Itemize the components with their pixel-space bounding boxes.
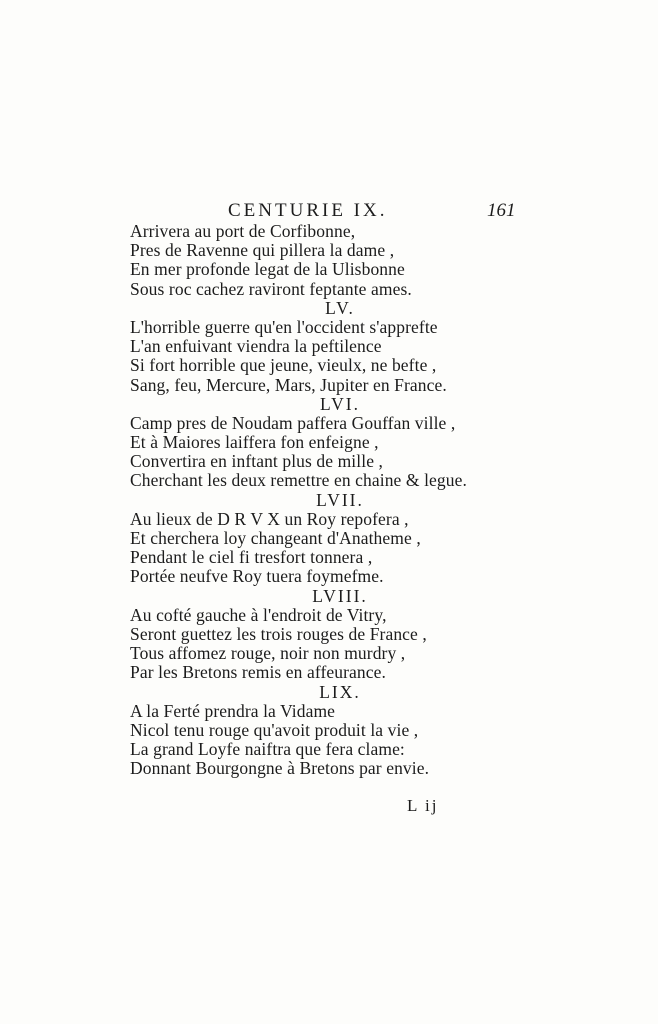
verse-line: Par les Bretons remis en affeurance. <box>130 662 386 683</box>
verse-line: La grand Loyfe naiftra que fera clame: <box>130 739 405 760</box>
verse-line: L'an enfuivant viendra la peftilence <box>130 336 382 357</box>
quatrain <box>130 395 510 491</box>
quatrain-number: LVII. <box>316 489 364 510</box>
quatrain-number: LIX. <box>319 681 361 702</box>
verse-line: Si fort horrible que jeune, vieulx, ne befte , <box>130 355 437 376</box>
verse-line: Portée neufve Roy tuera foymefme. <box>130 566 384 587</box>
verse-line: Pendant le ciel fi tresfort tonnera , <box>130 547 373 568</box>
running-head: CENTURIE IX. <box>228 200 388 221</box>
verse-line: Seront guettez les trois rouges de France , <box>130 623 427 644</box>
verse-line: Sang, feu, Mercure, Mars, Jupiter en France. <box>130 374 447 395</box>
verse-line: A la Ferté prendra la Vidame <box>130 700 336 721</box>
verse-line: En mer profonde legat de la Ulisbonne <box>130 259 405 280</box>
verse-line: Et cherchera loy changeant d'Anatheme , <box>130 528 421 548</box>
verse-line: Au cofté gauche à l'endroit de Vitry, <box>130 604 387 625</box>
verse-line: Cherchant les deux remettre en chaine & legue. <box>130 470 467 491</box>
verse-line: Camp pres de Noudam paffera Gouffan ville , <box>130 412 456 433</box>
verse-line: Au lieux de D R V X un Roy repofera , <box>130 508 409 529</box>
verse-text-block <box>130 222 510 778</box>
quatrain <box>130 683 510 779</box>
quatrain-number: LVI. <box>320 393 360 414</box>
quatrain-number: LV. <box>325 297 355 318</box>
quatrain-number: LVIII. <box>312 585 368 606</box>
quatrain <box>130 222 510 299</box>
verse-line: Pres de Ravenne qui pillera la dame , <box>130 240 395 261</box>
verse-line: Convertira en inftant plus de mille , <box>130 451 384 472</box>
page-number: 161 <box>487 200 516 221</box>
verse-line: Sous roc cachez raviront feptante ames. <box>130 278 412 299</box>
quatrain <box>130 491 510 587</box>
verse-line: Et à Maiores laiffera fon enfeigne , <box>130 432 379 453</box>
verse-line: Donnant Bourgongne à Bretons par envie. <box>130 758 430 779</box>
verse-line: Arrivera au port de Corfibonne, <box>130 221 356 241</box>
quatrain <box>130 587 510 683</box>
quatrain <box>130 299 510 395</box>
verse-line: Tous affomez rouge, noir non murdry , <box>130 643 406 664</box>
verse-line: L'horrible guerre qu'en l'occident s'apprefte <box>130 316 438 337</box>
signature-mark: L ij <box>407 796 439 815</box>
verse-line: Nicol tenu rouge qu'avoit produit la vie , <box>130 719 419 740</box>
